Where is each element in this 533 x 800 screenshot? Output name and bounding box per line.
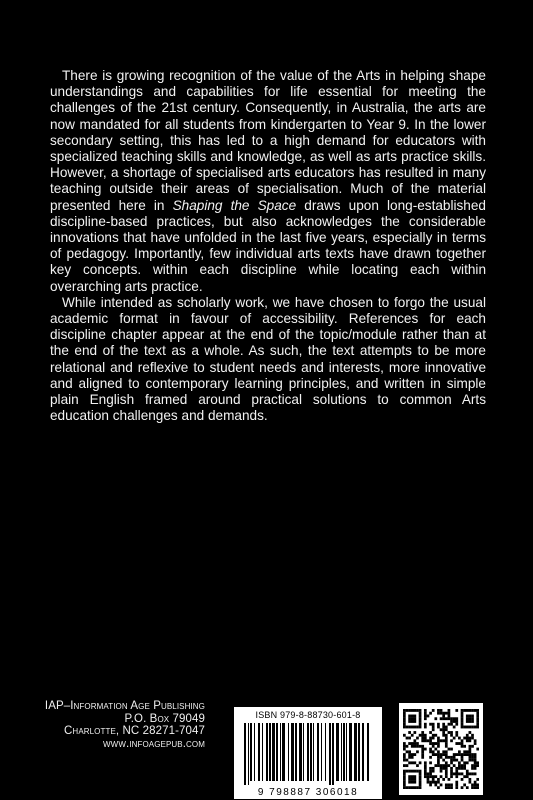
publisher-name: IAP–Information Age Publishing [44,700,205,712]
publisher-po-box: P.O. Box 79049 [124,712,205,725]
publisher-website: www.infoagepub.com [103,737,205,750]
blurb-paragraph-1-part-b: draws upon long-established discipline-based practices, but also acknowledges the considerable innovations that have unfolded in the last five years, especially in terms of pedagogy. Importantly, few individual arts texts have drawn together key concepts. within each discipline while locating each within overarching arts practice. [50,197,486,294]
barcode-digits: 9 798887 306018 [257,787,359,798]
back-cover-blurb [50,68,486,424]
isbn-barcode [234,707,382,799]
publisher-info [45,700,205,750]
blurb-paragraph-2: While intended as scholarly work, we have chosen to forgo the usual academic format in favour of accessibility. References for each discipline chapter appear at the end of the topic/module rather than at the end of the text as a whole. As such, the text attempts to be more relational and reflexive to student needs and interests, more innovative and aligned to contemporary learning principles, and written in simple plain English framed around practical solutions to common Arts education challenges and demands. [50,294,486,424]
blurb-paragraph-1-part-a: There is growing recognition of the value of the Arts in helping shape understandings and capabilities for life essential for meeting the challenges of the 21st century. Consequently, in Australia, the arts are now mandated for all students from kindergarten to Year 9. In the lower secondary setting, this has led to a high demand for educators with specialized teaching skills and knowledge, as well as arts practice skills. However, a shortage of specialised arts educators has resulted in many teaching outside their areas of specialisation. Much of the material presented here in [50,68,486,213]
blurb-paragraph-1 [50,68,486,295]
book-title-italic: Shaping the Space [172,197,297,213]
barcode-icon [242,723,374,785]
qr-code [399,703,483,795]
qr-code-icon [403,709,479,789]
publisher-city: Charlotte, NC 28271-7047 [64,725,205,738]
isbn-label: ISBN 979-8-88730-601-8 [255,710,361,720]
